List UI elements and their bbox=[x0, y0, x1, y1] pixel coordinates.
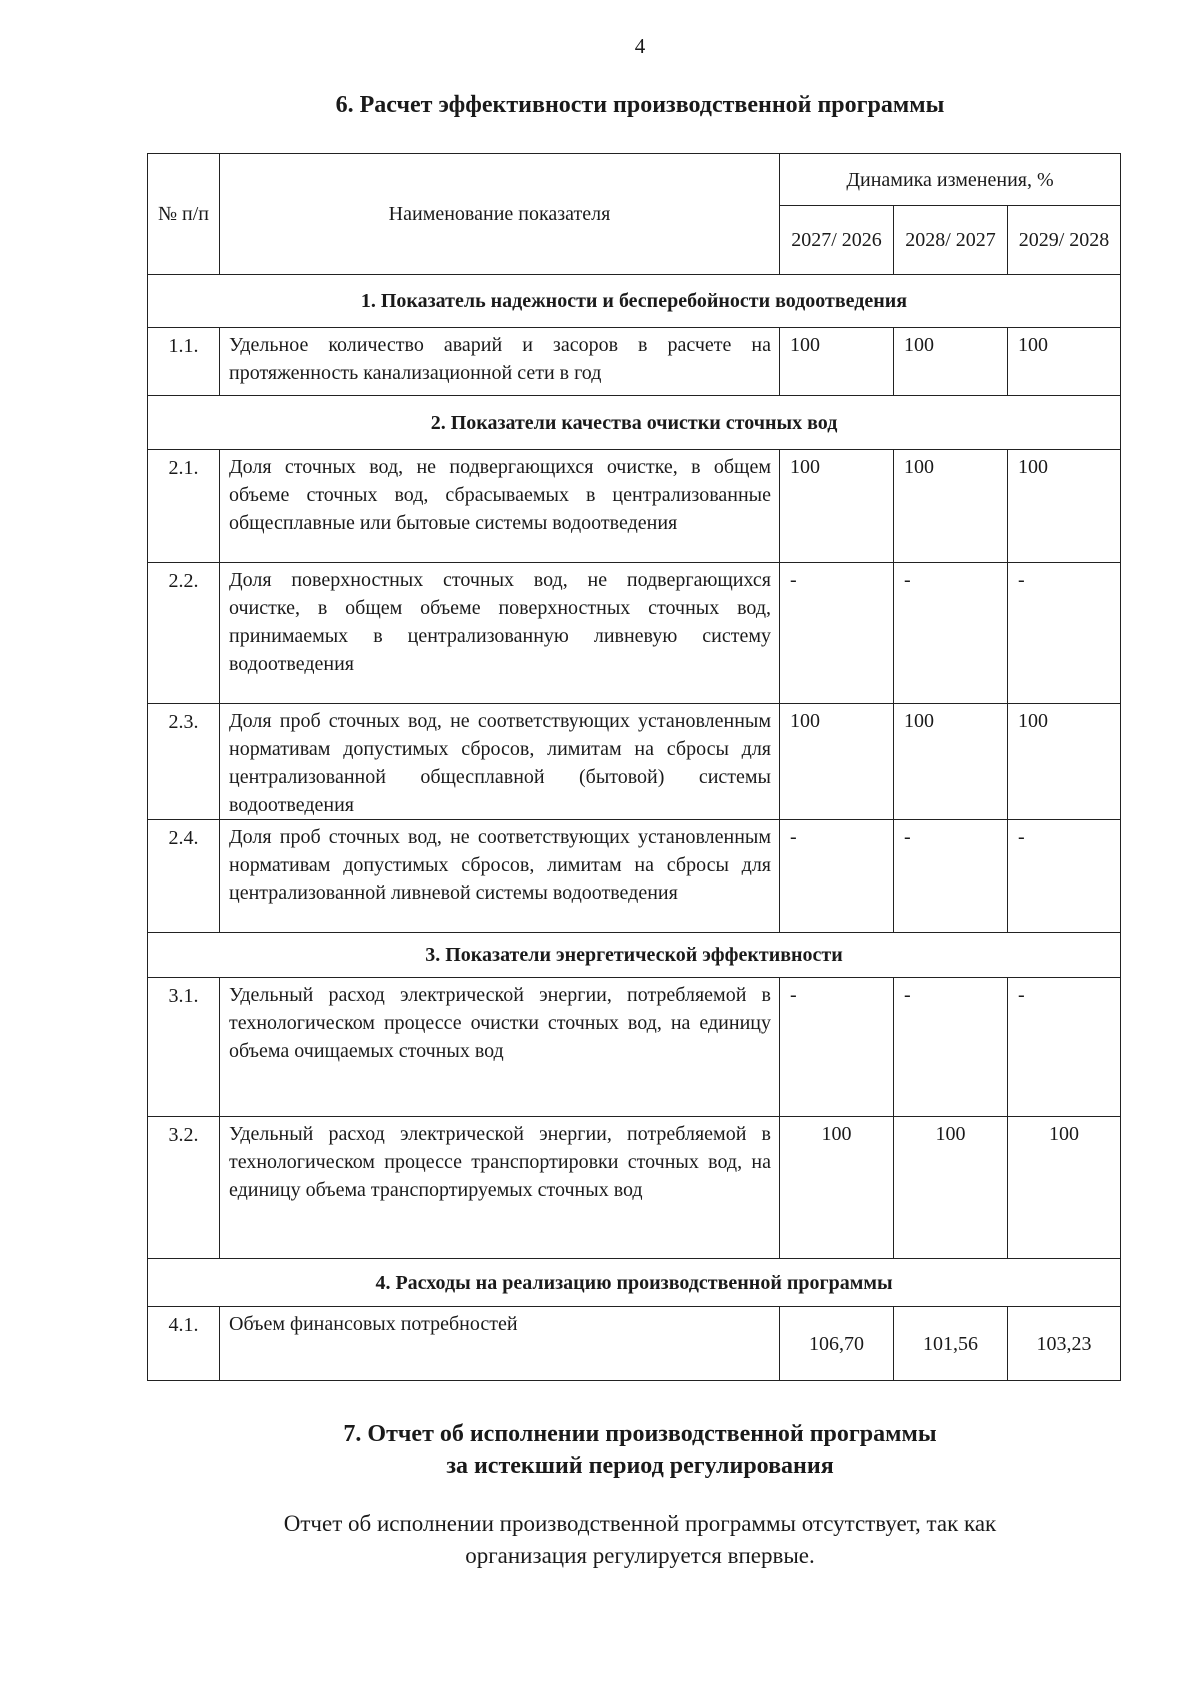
row-num: 2.4. bbox=[148, 820, 220, 933]
row-value: 100 bbox=[894, 704, 1008, 820]
row-name: Удельный расход электрической энергии, потребляемой в технологическом процессе очистки сточных вод, на единицу объема очищаемых сточных вод bbox=[220, 978, 780, 1117]
row-value: - bbox=[894, 820, 1008, 933]
row-num: 3.2. bbox=[148, 1117, 220, 1259]
page-number: 4 bbox=[634, 34, 646, 58]
row-value: 100 bbox=[894, 450, 1008, 563]
row-num: 4.1. bbox=[148, 1307, 220, 1381]
row-value: - bbox=[894, 563, 1008, 704]
row-value: 100 bbox=[1008, 704, 1121, 820]
row-name: Доля проб сточных вод, не соответствующих установленным нормативам допустимых сбросов, лимитам на сбросы для централизованной общесплавной (бытовой) системы водоотведения bbox=[220, 704, 780, 820]
table-row bbox=[148, 1307, 1121, 1381]
row-value: 100 bbox=[780, 704, 894, 820]
row-value: - bbox=[1008, 978, 1121, 1117]
header-name: Наименование показателя bbox=[220, 154, 780, 275]
row-value: 100 bbox=[780, 328, 894, 396]
row-value: 100 bbox=[780, 450, 894, 563]
group-title: 4. Расходы на реализацию производственной программы bbox=[148, 1259, 1121, 1307]
row-name: Удельное количество аварий и засоров в расчете на протяженность канализационной сети в год bbox=[220, 328, 780, 396]
row-value: - bbox=[1008, 563, 1121, 704]
efficiency-table bbox=[147, 153, 1121, 1381]
row-value: - bbox=[780, 563, 894, 704]
row-value: - bbox=[1008, 820, 1121, 933]
row-num: 1.1. bbox=[148, 328, 220, 396]
table-row bbox=[148, 978, 1121, 1117]
header-num: № п/п bbox=[148, 154, 220, 275]
report-text bbox=[0, 1508, 1200, 1572]
section-7-title-line1: 7. Отчет об исполнении производственной программы bbox=[343, 1421, 937, 1447]
row-value: 100 bbox=[1008, 328, 1121, 396]
report-text-line1: Отчет об исполнении производственной программы отсутствует, так как bbox=[283, 1511, 997, 1536]
table-row bbox=[148, 820, 1121, 933]
row-name: Доля проб сточных вод, не соответствующих установленным нормативам допустимых сбросов, лимитам на сбросы для централизованной ливневой системы водоотведения bbox=[220, 820, 780, 933]
row-name: Объем финансовых потребностей bbox=[220, 1307, 780, 1381]
row-name: Доля сточных вод, не подвергающихся очистке, в общем объеме сточных вод, сбрасываемых в централизованные общесплавные или бытовые системы водоотведения bbox=[220, 450, 780, 563]
header-dynamics: Динамика изменения, % bbox=[780, 154, 1121, 206]
section-7-title bbox=[0, 1418, 1200, 1482]
row-num: 2.3. bbox=[148, 704, 220, 820]
row-name: Удельный расход электрической энергии, потребляемой в технологическом процессе транспортировки сточных вод, на единицу объема транспортируемых сточных вод bbox=[220, 1117, 780, 1259]
row-value: - bbox=[780, 820, 894, 933]
table-row bbox=[148, 328, 1121, 396]
table-row bbox=[148, 704, 1121, 820]
report-text-line2: организация регулируется впервые. bbox=[465, 1543, 815, 1568]
table-row bbox=[148, 450, 1121, 563]
header-year: 2028/ 2027 bbox=[894, 206, 1008, 275]
table-row bbox=[148, 1117, 1121, 1259]
row-value: 100 bbox=[780, 1117, 894, 1259]
table-row bbox=[148, 563, 1121, 704]
row-value: - bbox=[780, 978, 894, 1117]
row-value: 106,70 bbox=[780, 1307, 894, 1381]
row-value: 100 bbox=[894, 328, 1008, 396]
row-value: 100 bbox=[1008, 1117, 1121, 1259]
row-value: - bbox=[894, 978, 1008, 1117]
section-6-title: 6. Расчет эффективности производственной программы bbox=[335, 92, 945, 118]
header-year: 2027/ 2026 bbox=[780, 206, 894, 275]
row-num: 3.1. bbox=[148, 978, 220, 1117]
row-num: 2.1. bbox=[148, 450, 220, 563]
group-title: 1. Показатель надежности и бесперебойности водоотведения bbox=[148, 275, 1121, 328]
section-7-title-line2: за истекший период регулирования bbox=[446, 1453, 834, 1479]
row-value: 103,23 bbox=[1008, 1307, 1121, 1381]
group-title: 2. Показатели качества очистки сточных вод bbox=[148, 396, 1121, 450]
group-title: 3. Показатели энергетической эффективности bbox=[148, 933, 1121, 978]
row-value: 100 bbox=[894, 1117, 1008, 1259]
row-value: 100 bbox=[1008, 450, 1121, 563]
row-name: Доля поверхностных сточных вод, не подвергающихся очистке, в общем объеме поверхностных сточных вод, принимаемых в централизованную ливневую систему водоотведения bbox=[220, 563, 780, 704]
row-num: 2.2. bbox=[148, 563, 220, 704]
row-value: 101,56 bbox=[894, 1307, 1008, 1381]
header-year: 2029/ 2028 bbox=[1008, 206, 1121, 275]
